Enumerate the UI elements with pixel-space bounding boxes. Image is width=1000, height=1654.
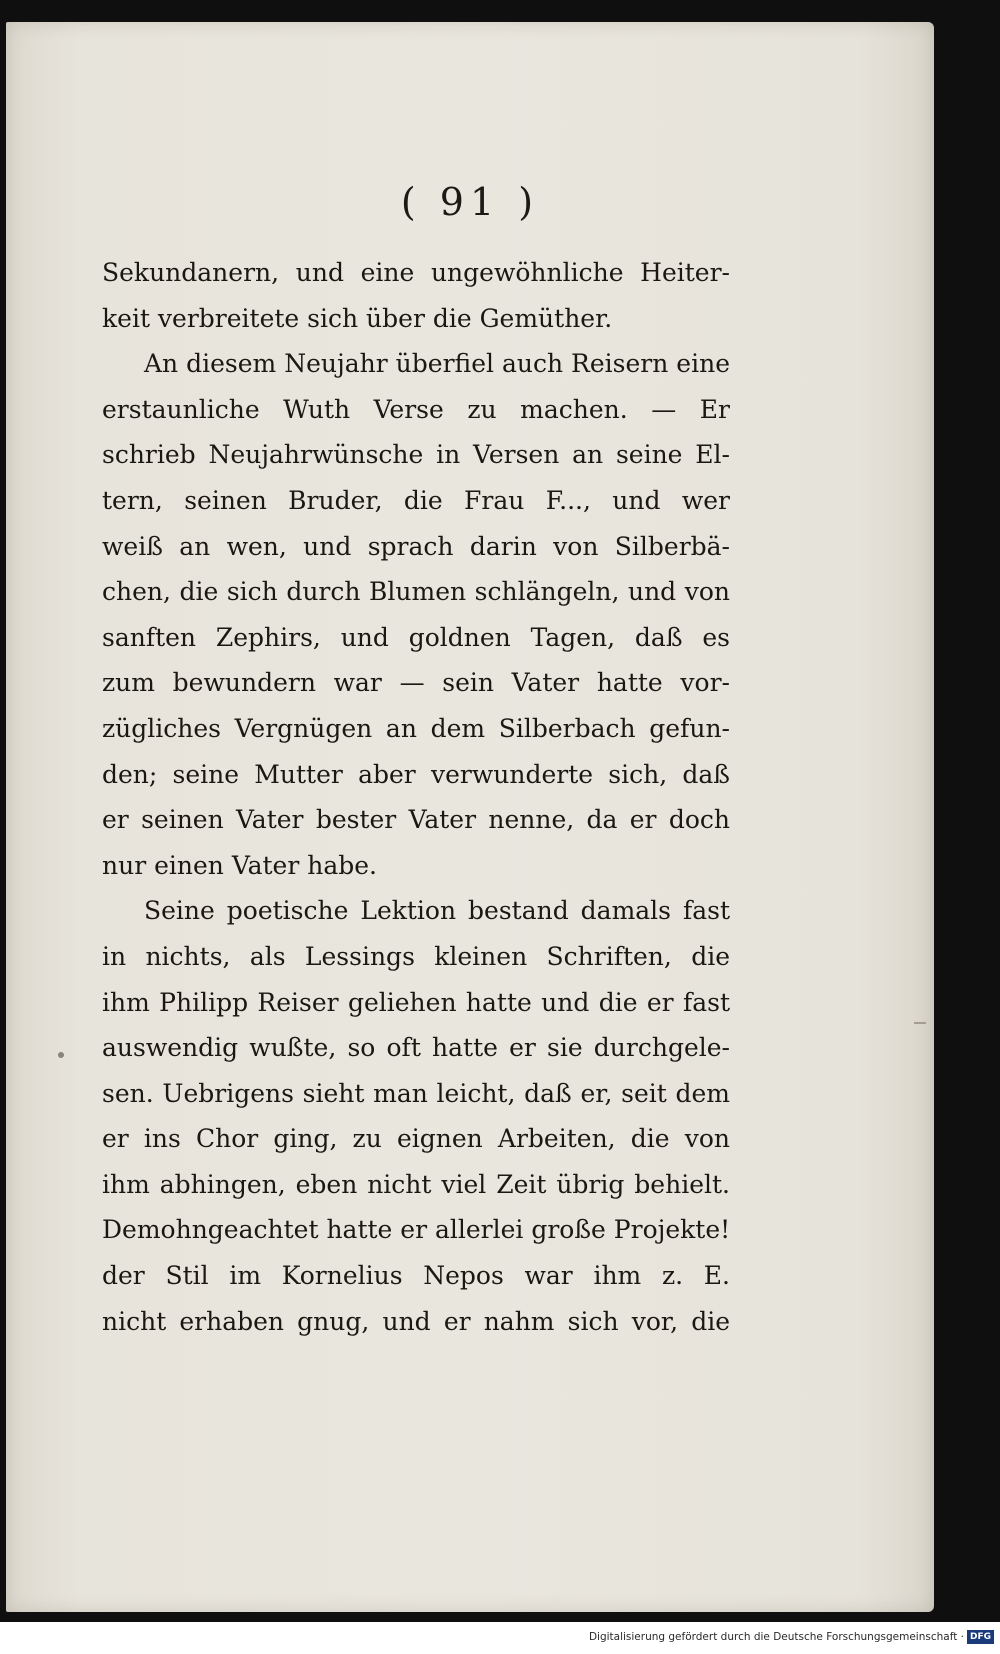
margin-speck: [58, 1052, 64, 1058]
text-line: sanften Zephirs, und goldnen Tagen, daß es: [102, 622, 730, 652]
text-line: weiß an wen, und sprach darin von Silberbä-: [102, 531, 730, 561]
text-line: in nichts, als Lessings kleinen Schriften, die: [102, 941, 730, 971]
text-line: ihm Philipp Reiser geliehen hatte und die er fast: [102, 987, 730, 1017]
text-line: Seine poetische Lektion bestand damals fast: [144, 896, 730, 926]
margin-mark: [914, 1022, 926, 1024]
text-line: der Stil im Kornelius Nepos war ihm z. E.: [102, 1261, 730, 1291]
body-text: [102, 250, 730, 1344]
digitization-footer: [0, 1622, 1000, 1654]
text-line: nicht erhaben gnug, und er nahm sich vor, die: [102, 1306, 730, 1336]
text-line: nur einen Vater habe.: [102, 850, 377, 880]
text-line: sen. Uebrigens sieht man leicht, daß er, seit dem: [102, 1078, 730, 1108]
text-line: chen, die sich durch Blumen schlängeln, und von: [102, 577, 730, 607]
text-line: Demohngeachtet hatte er allerlei große Projekte!: [102, 1215, 731, 1245]
text-line: An diesem Neujahr überfiel auch Reisern eine: [144, 349, 730, 379]
book-page: [6, 22, 934, 1612]
text-line: keit verbreitete sich über die Gemüther.: [102, 303, 613, 333]
text-line: den; seine Mutter aber verwunderte sich, daß: [102, 759, 730, 789]
text-line: zügliches Vergnügen an dem Silberbach gefun-: [102, 713, 730, 743]
text-line: schrieb Neujahrwünsche in Versen an seine El-: [102, 440, 730, 470]
text-line: auswendig wußte, so oft hatte er sie durchgele-: [102, 1033, 730, 1063]
text-line: er seinen Vater bester Vater nenne, da er doch: [102, 805, 730, 835]
text-line: Sekundanern, und eine ungewöhnliche Heiter-: [102, 258, 730, 287]
dfg-logo-icon: DFG: [967, 1630, 994, 1644]
page-number: ( 91 ): [400, 180, 540, 224]
funding-credit: Digitalisierung gefördert durch die Deutsche Forschungsgemeinschaft ·: [588, 1631, 964, 1643]
text-line: tern, seinen Bruder, die Frau F..., und wer: [102, 485, 730, 515]
text-line: er ins Chor ging, zu eignen Arbeiten, die von: [102, 1124, 730, 1154]
text-line: ihm abhingen, eben nicht viel Zeit übrig behielt.: [102, 1169, 730, 1199]
text-line: zum bewundern war — sein Vater hatte vor-: [102, 668, 730, 698]
text-line: erstaunliche Wuth Verse zu machen. — Er: [102, 394, 730, 424]
